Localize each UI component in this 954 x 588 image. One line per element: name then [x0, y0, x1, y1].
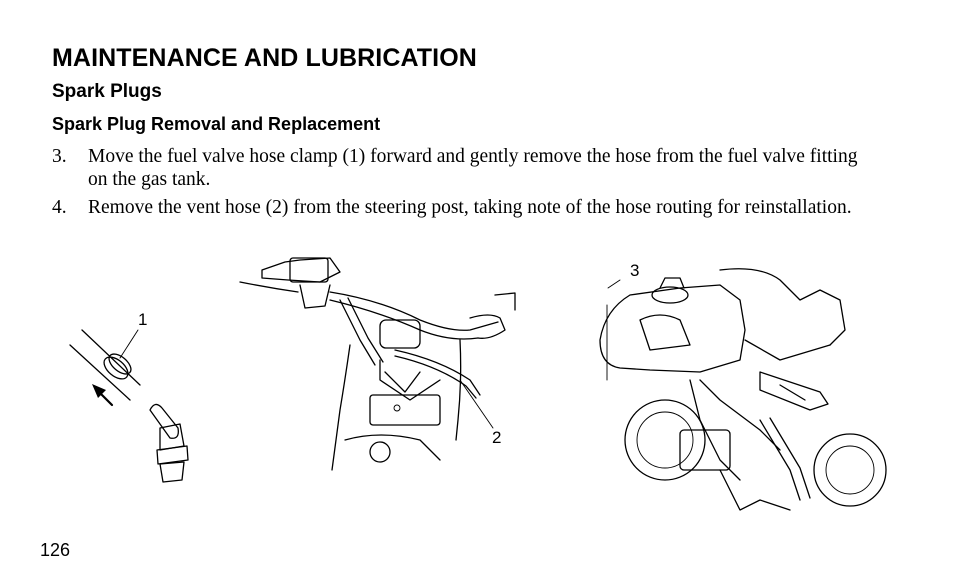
section-heading: Spark Plugs: [52, 81, 162, 102]
page-number: 126: [40, 540, 71, 560]
step-text: Move the fuel valve hose clamp (1) forward and gently remove the hose from the fuel valve fitting on the gas tank.: [88, 146, 858, 190]
steering-post-drawing: [240, 258, 515, 470]
step-number: 4.: [52, 197, 67, 218]
callout-3: 3: [630, 261, 640, 280]
page-title: MAINTENANCE AND LUBRICATION: [52, 44, 477, 72]
callout-1: 1: [138, 310, 148, 329]
callout-2: 2: [492, 428, 502, 447]
fuel-tank-drawing: [600, 269, 886, 510]
hose-clamp-detail: [70, 330, 188, 482]
step-text: Remove the vent hose (2) from the steering post, taking note of the hose routing for reinstallation.: [88, 197, 852, 218]
subsection-heading: Spark Plug Removal and Replacement: [52, 114, 381, 134]
step-number: 3.: [52, 146, 67, 167]
